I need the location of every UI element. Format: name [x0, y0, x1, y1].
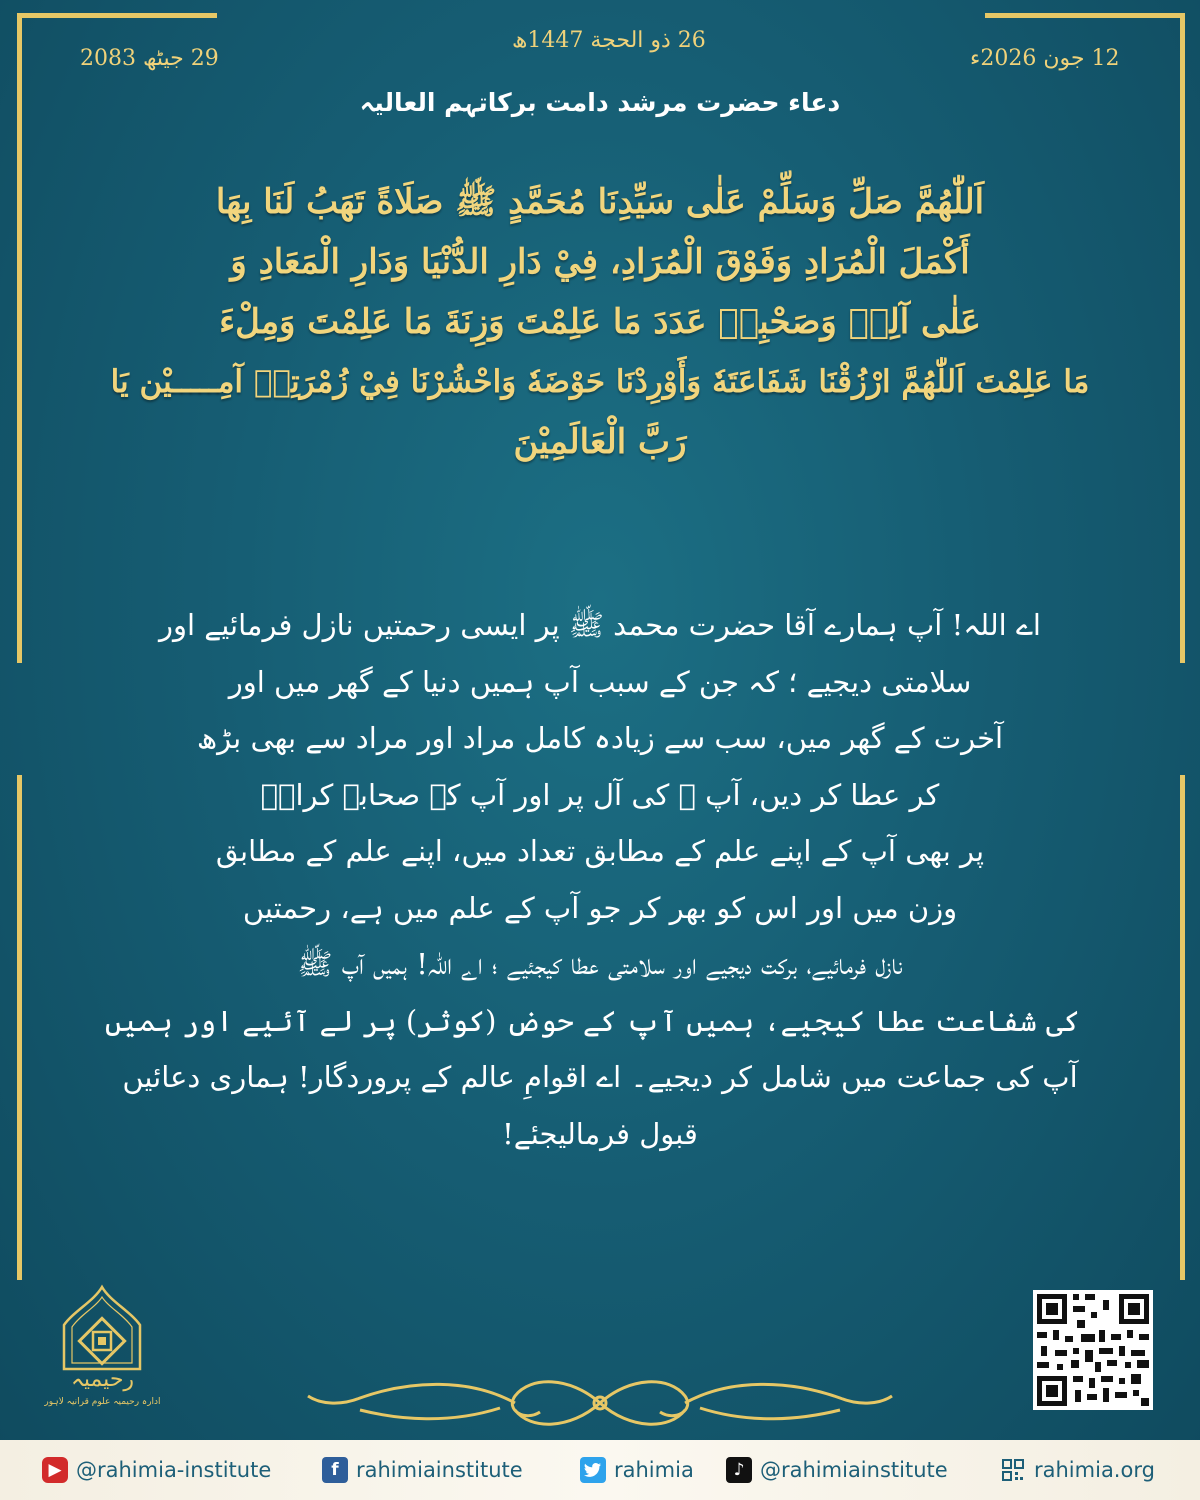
ornament-divider	[300, 1368, 900, 1438]
urdu-line: اے اللہ! آپ ہمارے آقا حضرت محمد ﷺ پر ایسی رحمتیں نازل فرمائیے اور	[159, 608, 1041, 642]
urdu-translation	[104, 597, 1080, 1162]
arabic-dua	[90, 172, 1110, 472]
urdu-line: کر عطا کر دیں، آپ ﷺ کی آل پر اور آپ کے صحابہ کرامؓ	[260, 777, 940, 812]
facebook-icon: f	[322, 1457, 348, 1483]
arabic-line: اَللّٰهُمَّ صَلِّ وَسَلِّمْ عَلٰى سَيِّدِنَا مُحَمَّدٍ ﷺ صَلَاةً تَهَبُ لَنَا بِهَا	[215, 182, 985, 222]
twitter-link[interactable]	[580, 1455, 694, 1485]
arabic-line: مَا عَلِمْتَ اَللّٰهُمَّ ارْزُقْنَا شَفَاعَتَهٗ وَأَوْرِدْنَا حَوْضَهٗ وَاحْشُرْنَا فِيْ زُمْرَتِهٖ آمِـــــيْن يَا	[110, 364, 1090, 400]
tiktok-icon: ♪	[726, 1457, 752, 1483]
urdu-line: قبول فرمالیجئے!	[502, 1116, 698, 1151]
youtube-handle: @rahimia-institute	[76, 1458, 272, 1482]
twitter-icon	[580, 1457, 606, 1483]
qr-code[interactable]	[1033, 1290, 1153, 1410]
urdu-line: آپ کی جماعت میں شامل کر دیجیے۔ اے اقوامِ عالم کے پروردگار! ہماری دعائیں	[122, 1060, 1078, 1094]
twitter-handle: rahimia	[614, 1458, 694, 1482]
qr-icon	[1000, 1457, 1026, 1483]
youtube-link[interactable]	[42, 1455, 271, 1485]
website-link[interactable]	[1000, 1455, 1155, 1485]
website-url: rahimia.org	[1034, 1458, 1155, 1482]
tiktok-handle: @rahimiainstitute	[760, 1458, 948, 1482]
urdu-line: نازل فرمائیے، برکت دیجیے اور سلامتی عطا کیجئیے ؛ اے اللہ! ہمیں آپ ﷺ	[297, 947, 903, 981]
logo-subtitle: ادارہ رحیمیہ علوم قرآنیہ لاہور	[44, 1397, 161, 1407]
youtube-icon: ▶	[42, 1457, 68, 1483]
hijri-date: 26 ذو الحجة 1447ھ	[512, 28, 706, 53]
arabic-line: أَكْمَلَ الْمُرَادِ وَفَوْقَ الْمُرَادِ، فِيْ دَارِ الدُّنْيَا وَدَارِ الْمَعَادِ وَ	[230, 242, 970, 282]
page-title: دعاء حضرت مرشد دامت برکاتہم العالیہ	[359, 88, 841, 117]
logo-name: رحیمیہ	[70, 1367, 135, 1392]
facebook-handle: rahimiainstitute	[356, 1458, 523, 1482]
arabic-line: رَبَّ الْعَالَمِيْنَ	[513, 422, 687, 462]
facebook-link[interactable]	[322, 1455, 523, 1485]
arabic-line: عَلٰى آلِهٖ وَصَحْبِهٖ عَدَدَ مَا عَلِمْتَ وَزِنَةَ مَا عَلِمْتَ وَمِلْءَ	[219, 302, 981, 342]
urdu-line: پر بھی آپ کے اپنے علم کے مطابق تعداد میں، اپنے علم کے مطابق	[215, 834, 985, 868]
bikrami-date: 29 جیٹھ 2083	[80, 46, 219, 71]
frame-left-lower-bar	[17, 775, 22, 1280]
urdu-line: آخرت کے گھر میں، سب سے زیادہ کامل مراد اور مراد سے بھی بڑھ	[196, 721, 1004, 755]
frame-right-lower-bar	[1180, 775, 1185, 1280]
urdu-line: کی شفاعت عطا کیجیے، ہمیں آپ کے حوض (کوثر) پر لے آئیے اور ہمیں	[104, 1003, 1080, 1038]
gregorian-date: 12 جون 2026ء	[970, 46, 1120, 71]
frame-top-left-bar	[17, 13, 217, 18]
rahimia-logo	[40, 1283, 165, 1413]
frame-top-right-bar	[985, 13, 1185, 18]
urdu-line: سلامتی دیجیے ؛ کہ جن کے سبب آپ ہمیں دنیا کے گھر میں اور	[228, 664, 972, 699]
urdu-line: وزن میں اور اس کو بھر کر جو آپ کے علم میں ہے، رحمتیں	[242, 890, 958, 925]
tiktok-link[interactable]	[726, 1455, 948, 1485]
